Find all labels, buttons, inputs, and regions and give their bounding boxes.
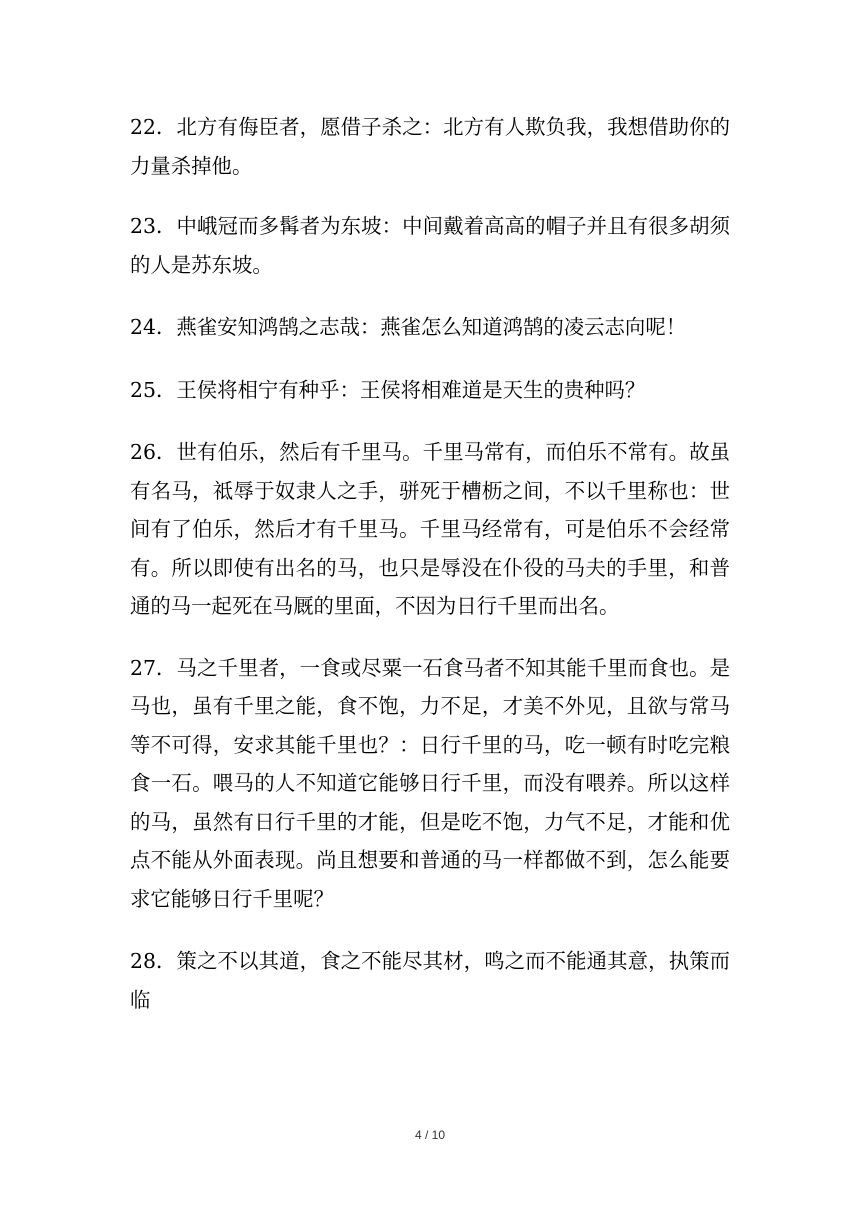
paragraph-27: 27．马之千里者，一食或尽粟一石食马者不知其能千里而食也。是马也，虽有千里之能，食不饱，力不足，才美不外见，且欲与常马等不可得，安求其能千里也？：日行千里的马，吃一顿有时吃完粮食一石。喂马的人不知道它能够日行千里，而没有喂养。所以这样的马，虽然有日行千里的才能，但是吃不饱，力气不足，才能和优点不能从外面表现。尚且想要和普通的马一样都做不到，怎么能要求它能够日行千里呢？ <box>130 655 730 911</box>
document-body <box>130 108 730 1043</box>
paragraph-28: 28．策之不以其道，食之不能尽其材，鸣之而不能通其意，执策而临 <box>130 949 730 1012</box>
page-number: 4 / 10 <box>414 1128 446 1142</box>
paragraph-23: 23．中峨冠而多髯者为东坡：中间戴着高高的帽子并且有很多胡须的人是苏东坡。 <box>130 214 730 277</box>
paragraph-24: 24．燕雀安知鸿鹄之志哉：燕雀怎么知道鸿鹄的凌云志向呢！ <box>130 315 687 339</box>
paragraph-22: 22．北方有侮臣者，愿借子杀之：北方有人欺负我，我想借助你的力量杀掉他。 <box>130 115 730 178</box>
paragraph-25: 25．王侯将相宁有种乎：王侯将相难道是天生的贵种吗？ <box>130 377 646 402</box>
paragraph-26: 26．世有伯乐，然后有千里马。千里马常有，而伯乐不常有。故虽有名马，祗辱于奴隶人之手，骈死于槽枥之间，不以千里称也：世间有了伯乐，然后才有千里马。千里马经常有，可是伯乐不会经常有。所以即使有出名的马，也只是辱没在仆役的马夫的手里，和普通的马一起死在马厩的里面，不因为日行千里而出名。 <box>130 440 730 618</box>
